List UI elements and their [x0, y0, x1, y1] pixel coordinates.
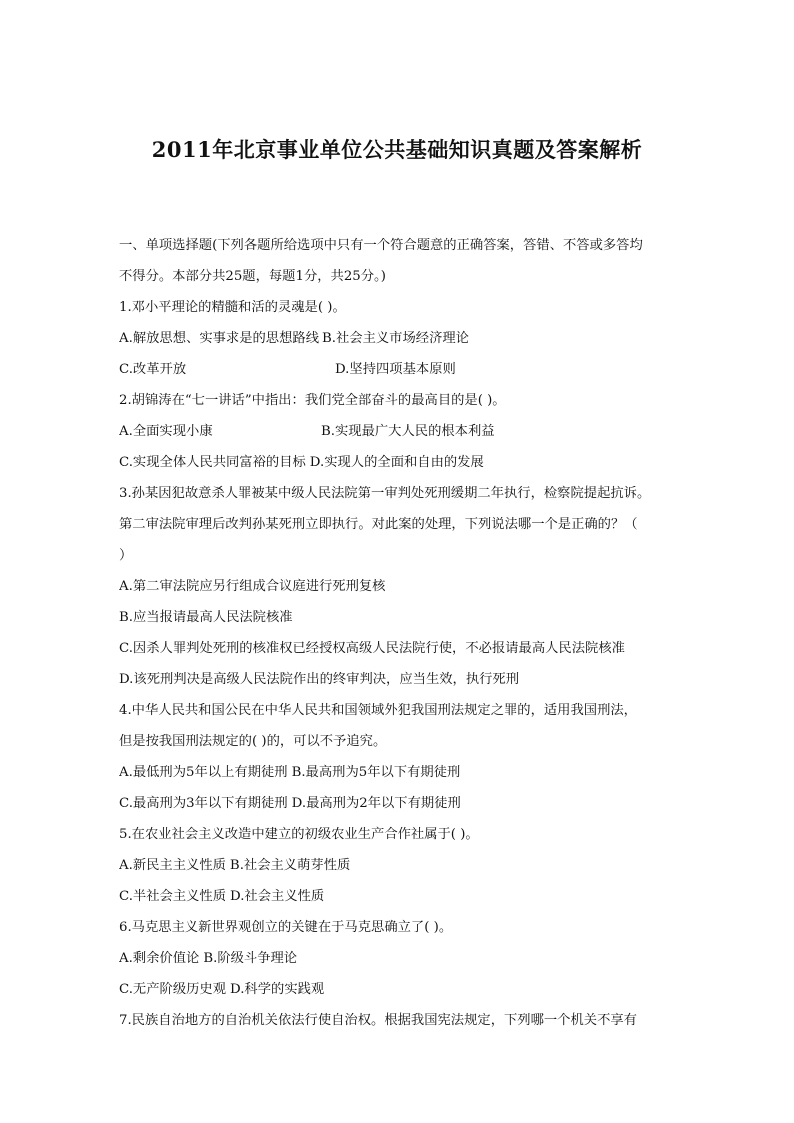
question-5-option-d: D.社会主义性质: [230, 889, 325, 904]
question-3-stem-line-3: ）: [119, 548, 133, 563]
question-1-option-a: A.解放思想、实事求是的思想路线: [119, 331, 319, 346]
question-3-option-c: C.因杀人罪判处死刑的核准权已经授权高级人民法院行使，不必报请最高人民法院核准: [119, 641, 625, 656]
question-6-option-c: C.无产阶级历史观: [119, 982, 227, 997]
question-6-option-b: B.阶级斗争理论: [203, 951, 298, 966]
question-3-option-a: A.第二审法院应另行组成合议庭进行死刑复核: [119, 579, 386, 594]
question-4-options-ab: [119, 757, 679, 788]
question-4-options-cd: [119, 788, 679, 819]
question-1-options-ab: [119, 323, 679, 354]
section-heading-line-1: 一、单项选择题(下列各题所给选项中只有一个符合题意的正确答案，答错、不答或多答均: [119, 238, 643, 253]
question-3-stem-line-1: 3.孙某因犯故意杀人罪被某中级人民法院第一审判处死刑缓期二年执行，检察院提起抗诉。: [119, 486, 651, 501]
question-1-option-b: B.社会主义市场经济理论: [322, 331, 469, 346]
question-7-stem: 7.民族自治地方的自治机关依法行使自治权。根据我国宪法规定，下列哪一个机关不享有: [119, 1013, 637, 1028]
question-4-stem-line-1: 4.中华人民共和国公民在中华人民共和国领域外犯我国刑法规定之罪的，适用我国刑法，: [119, 703, 637, 718]
question-5-option-c: C.半社会主义性质: [119, 889, 227, 904]
question-5-option-a: A.新民主主义性质: [119, 858, 226, 873]
question-4-option-a: A.最低刑为5年以上有期徒刑: [119, 765, 288, 780]
question-5-option-b: B.社会主义萌芽性质: [229, 858, 351, 873]
question-3-option-d: D.该死刑判决是高级人民法院作出的终审判决，应当生效，执行死刑: [119, 672, 520, 687]
question-6-stem: 6.马克思主义新世界观创立的关键在于马克思确立了( )。: [119, 920, 453, 935]
question-2-options-cd: [119, 447, 679, 478]
question-3-stem-line-2: 第二审法院审理后改判孙某死刑立即执行。对此案的处理，下列说法哪一个是正确的？（: [119, 517, 638, 532]
question-6-options-cd: [119, 974, 679, 1005]
question-3-option-b: B.应当报请最高人民法院核准: [119, 610, 293, 625]
question-1-options-cd: [119, 354, 679, 385]
question-5-options-ab: [119, 850, 679, 881]
question-2-option-b: B.实现最广大人民的根本利益: [321, 424, 495, 439]
question-6-option-d: D.科学的实践观: [230, 982, 325, 997]
question-2-option-d: D.实现人的全面和自由的发展: [309, 455, 484, 470]
question-4-option-d: D.最高刑为2年以下有期徒刑: [291, 796, 461, 811]
question-1-option-c: C.改革开放: [119, 362, 187, 377]
section-heading-line-2: 不得分。本部分共25题，每题1分，共25分。): [119, 269, 386, 284]
question-6-option-a: A.剩余价值论: [119, 951, 200, 966]
question-4-option-b: B.最高刑为5年以下有期徒刑: [291, 765, 461, 780]
question-2-stem: 2.胡锦涛在“七一讲话”中指出：我们党全部奋斗的最高目的是( )。: [119, 393, 506, 408]
question-5-options-cd: [119, 881, 679, 912]
question-2-options-ab: [119, 416, 679, 447]
document-title: 2011年北京事业单位公共基础知识真题及答案解析: [151, 137, 643, 162]
question-4-stem-line-2: 但是按我国刑法规定的( )的，可以不予追究。: [119, 734, 387, 749]
question-2-option-c: C.实现全体人民共同富裕的目标: [119, 455, 306, 470]
document-body: [119, 230, 679, 1036]
question-4-option-c: C.最高刑为3年以下有期徒刑: [119, 796, 288, 811]
question-1-option-d: D.坚持四项基本原则: [335, 362, 456, 377]
question-6-options-ab: [119, 943, 679, 974]
question-5-stem: 5.在农业社会主义改造中建立的初级农业生产合作社属于( )。: [119, 827, 479, 842]
question-1-stem: 1.邓小平理论的精髓和活的灵魂是( )。: [119, 300, 346, 315]
question-2-option-a: A.全面实现小康: [119, 424, 213, 439]
